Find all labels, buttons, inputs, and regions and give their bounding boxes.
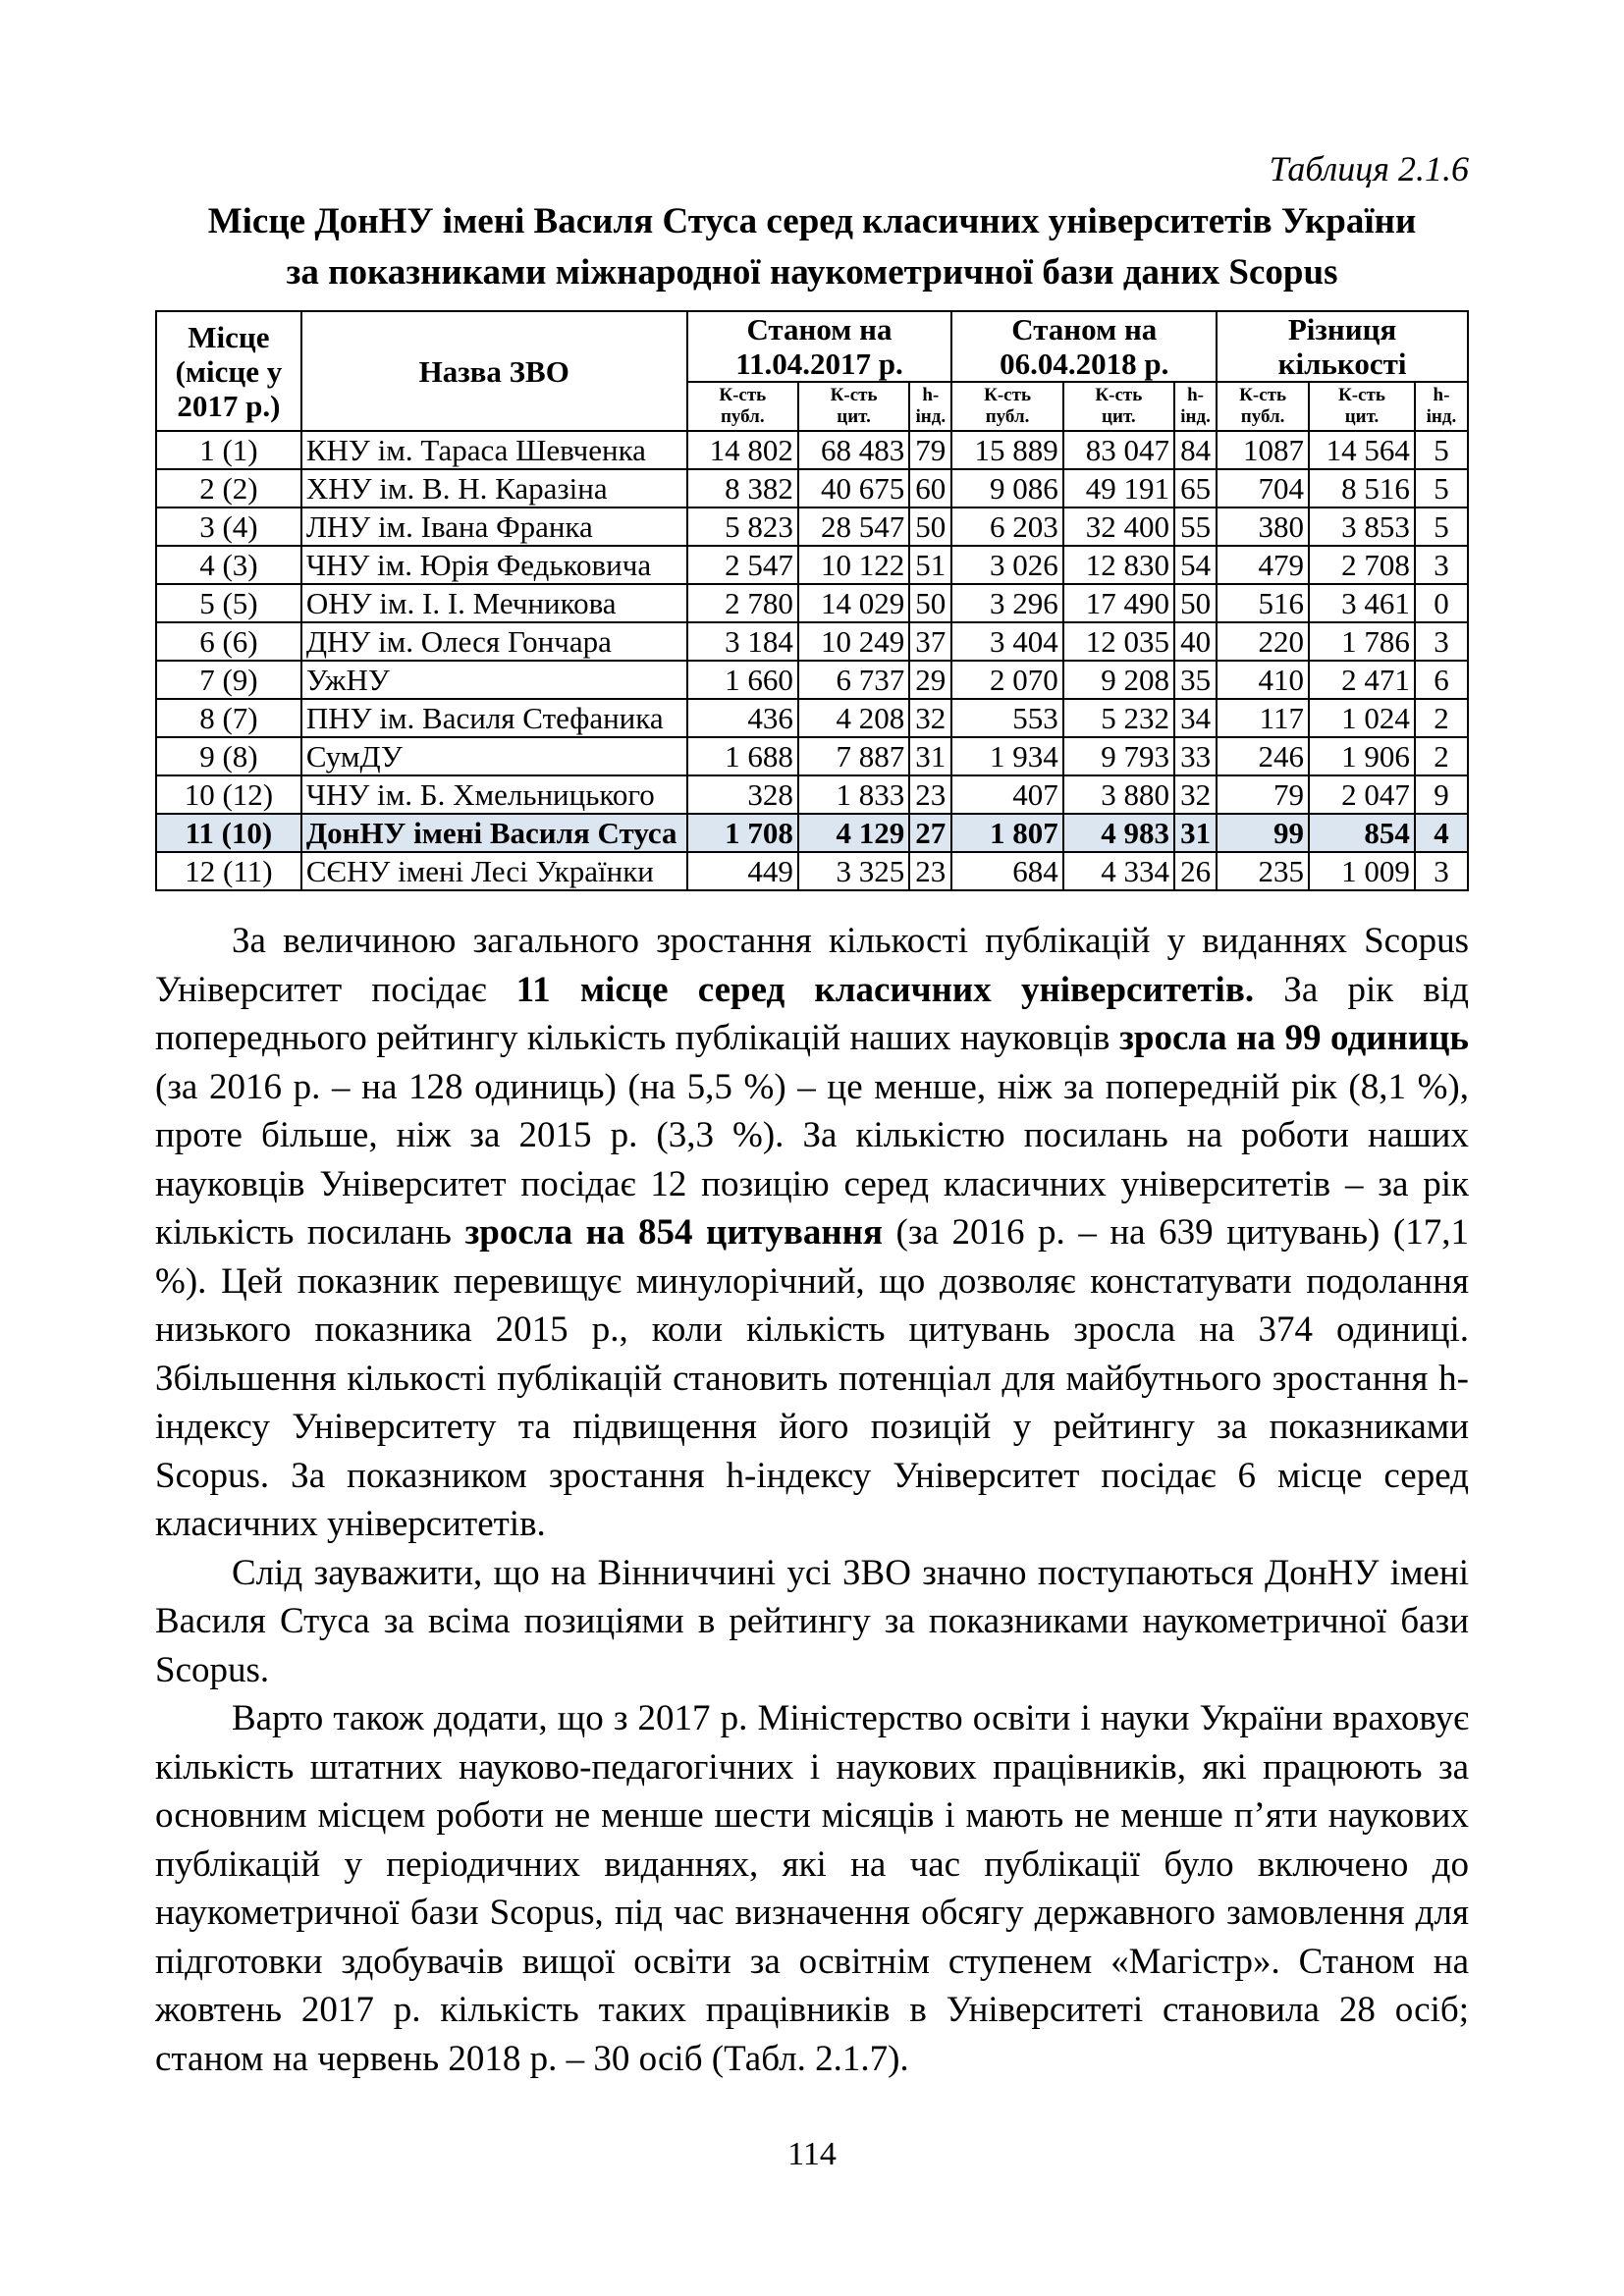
cell-dc: 2 708 [1309, 546, 1415, 584]
cell-p17: 1 660 [687, 661, 798, 699]
cell-h17: 23 [909, 852, 951, 890]
cell-dp: 380 [1217, 507, 1309, 546]
cell-place: 3 (4) [156, 507, 301, 546]
table-title [155, 196, 1469, 298]
cell-c17: 4 129 [798, 814, 909, 852]
cell-dh: 9 [1415, 775, 1468, 814]
cell-p18: 3 026 [951, 546, 1062, 584]
table-row [156, 584, 1468, 622]
cell-p18: 553 [951, 699, 1062, 737]
cell-p17: 1 688 [687, 737, 798, 775]
cell-name: ЛНУ ім. Івана Франка [301, 507, 687, 546]
cell-c18: 83 047 [1063, 431, 1174, 469]
cell-c17: 10 249 [798, 622, 909, 661]
cell-c17: 6 737 [798, 661, 909, 699]
cell-c17: 68 483 [798, 431, 909, 469]
table-row [156, 852, 1468, 890]
cell-place: 7 (9) [156, 661, 301, 699]
cell-dh: 0 [1415, 584, 1468, 622]
cell-name: СЄНУ імені Лесі Українки [301, 852, 687, 890]
cell-place: 6 (6) [156, 622, 301, 661]
cell-p18: 1 934 [951, 737, 1062, 775]
cell-name: ХНУ ім. В. Н. Каразіна [301, 469, 687, 507]
cell-dh: 5 [1415, 431, 1468, 469]
cell-dp: 117 [1217, 699, 1309, 737]
table-row [156, 546, 1468, 584]
cell-h17: 60 [909, 469, 951, 507]
cell-h18: 33 [1174, 737, 1217, 775]
cell-p17: 436 [687, 699, 798, 737]
cell-dh: 3 [1415, 546, 1468, 584]
paragraph-2: Слід зауважити, що на Вінниччині усі ЗВО значно поступаються ДонНУ імені Василя Стуса за всіма позиціями в рейтингу за показниками наукометричної бази Scopus. [155, 1552, 1469, 1690]
cell-h17: 79 [909, 431, 951, 469]
cell-dc: 3 461 [1309, 584, 1415, 622]
body-text [155, 917, 1469, 2083]
cell-h17: 51 [909, 546, 951, 584]
subheader-h-2017: h- інд. [909, 382, 951, 431]
subheader-h-diff: h- інд. [1415, 382, 1468, 431]
cell-p18: 9 086 [951, 469, 1062, 507]
cell-p18: 684 [951, 852, 1062, 890]
cell-h18: 54 [1174, 546, 1217, 584]
cell-place: 4 (3) [156, 546, 301, 584]
header-difference: Різниця кількості [1217, 311, 1468, 382]
cell-dh: 3 [1415, 622, 1468, 661]
cell-p17: 449 [687, 852, 798, 890]
cell-h17: 32 [909, 699, 951, 737]
cell-dh: 3 [1415, 852, 1468, 890]
cell-dc: 1 009 [1309, 852, 1415, 890]
cell-name: ЧНУ ім. Б. Хмельницького [301, 775, 687, 814]
cell-c18: 12 035 [1063, 622, 1174, 661]
header-place: Місце (місце у 2017 р.) [156, 311, 301, 431]
cell-dp: 1087 [1217, 431, 1309, 469]
cell-c18: 4 983 [1063, 814, 1174, 852]
cell-dp: 704 [1217, 469, 1309, 507]
cell-dc: 14 564 [1309, 431, 1415, 469]
table-title-line-1: Місце ДонНУ імені Василя Стуса серед класичних університетів України [207, 201, 1417, 241]
subheader-h-2018: h- інд. [1174, 382, 1217, 431]
cell-p17: 14 802 [687, 431, 798, 469]
cell-place: 12 (11) [156, 852, 301, 890]
cell-h18: 26 [1174, 852, 1217, 890]
cell-dh: 6 [1415, 661, 1468, 699]
table-row [156, 469, 1468, 507]
table-body [156, 431, 1468, 890]
cell-p17: 2 547 [687, 546, 798, 584]
paragraph-1: За величиною загального зростання кількості публікацій у виданнях Scopus Університет посідає 11 місце серед класичних університетів. За рік від попереднього рейтингу кількість публікацій наших науковців зросла на 99 одиниць (за 2016 р. – на 128 одиниць) (на 5,5 %) – це менше, ніж за попередній рік (8,1 %), проте більше, ніж за 2015 р. (3,3 %). За кількістю посилань на роботи наших науковців Університет посідає 12 позицію серед класичних університетів – за рік кількість посилань зросла на 854 цитування (за 2016 р. – на 639 цитувань) (17,1 %). Цей показник перевищує минулорічний, що дозволяє констатувати подолання низького показника 2015 р., коли кількість цитувань зросла на 374 одиниці. Збільшення кількості публікацій становить потенціал для майбутнього зростання h-індексу Університету та підвищення його позицій у рейтингу за показниками Scopus. За показником зростання h-індексу Університет посідає 6 місце серед класичних університетів. [155, 921, 1470, 1544]
table-row [156, 661, 1468, 699]
table-row [156, 775, 1468, 814]
cell-name: СумДУ [301, 737, 687, 775]
cell-dc: 8 516 [1309, 469, 1415, 507]
header-2018: Станом на 06.04.2018 р. [951, 311, 1217, 382]
cell-name: ДНУ ім. Олеся Гончара [301, 622, 687, 661]
header-2017: Станом на 11.04.2017 р. [687, 311, 952, 382]
cell-dp: 99 [1217, 814, 1309, 852]
cell-dc: 854 [1309, 814, 1415, 852]
cell-h18: 34 [1174, 699, 1217, 737]
cell-name: ОНУ ім. І. І. Мечникова [301, 584, 687, 622]
cell-h17: 31 [909, 737, 951, 775]
cell-place: 2 (2) [156, 469, 301, 507]
cell-place: 8 (7) [156, 699, 301, 737]
table-row [156, 622, 1468, 661]
cell-h17: 27 [909, 814, 951, 852]
subheader-cit-2018: К-сть цит. [1063, 382, 1174, 431]
page-content [155, 147, 1469, 2083]
cell-place: 11 (10) [156, 814, 301, 852]
cell-c18: 9 793 [1063, 737, 1174, 775]
cell-dp: 220 [1217, 622, 1309, 661]
cell-c17: 28 547 [798, 507, 909, 546]
cell-place: 10 (12) [156, 775, 301, 814]
subheader-pub-2018: К-сть публ. [951, 382, 1062, 431]
cell-p17: 1 708 [687, 814, 798, 852]
cell-c18: 5 232 [1063, 699, 1174, 737]
cell-dh: 2 [1415, 699, 1468, 737]
cell-h17: 23 [909, 775, 951, 814]
cell-c17: 14 029 [798, 584, 909, 622]
cell-p18: 6 203 [951, 507, 1062, 546]
cell-dc: 1 906 [1309, 737, 1415, 775]
header-name: Назва ЗВО [301, 311, 687, 431]
subheader-pub-2017: К-сть публ. [687, 382, 798, 431]
cell-place: 5 (5) [156, 584, 301, 622]
cell-p17: 8 382 [687, 469, 798, 507]
cell-dh: 4 [1415, 814, 1468, 852]
cell-dc: 2 047 [1309, 775, 1415, 814]
cell-c18: 12 830 [1063, 546, 1174, 584]
cell-h18: 35 [1174, 661, 1217, 699]
cell-c18: 32 400 [1063, 507, 1174, 546]
table-row [156, 507, 1468, 546]
cell-c17: 10 122 [798, 546, 909, 584]
cell-dc: 2 471 [1309, 661, 1415, 699]
table-number: Таблиця 2.1.6 [1269, 149, 1469, 188]
cell-h18: 31 [1174, 814, 1217, 852]
cell-p18: 2 070 [951, 661, 1062, 699]
cell-p17: 2 780 [687, 584, 798, 622]
cell-p17: 328 [687, 775, 798, 814]
cell-h18: 40 [1174, 622, 1217, 661]
cell-p18: 1 807 [951, 814, 1062, 852]
scopus-ranking-table [155, 310, 1469, 891]
cell-dc: 3 853 [1309, 507, 1415, 546]
cell-dc: 1 786 [1309, 622, 1415, 661]
cell-dh: 5 [1415, 507, 1468, 546]
cell-c17: 4 208 [798, 699, 909, 737]
cell-h18: 55 [1174, 507, 1217, 546]
page-number: 114 [787, 2136, 837, 2172]
cell-dh: 2 [1415, 737, 1468, 775]
cell-p18: 3 296 [951, 584, 1062, 622]
cell-dp: 235 [1217, 852, 1309, 890]
cell-name: КНУ ім. Тараса Шевченка [301, 431, 687, 469]
cell-dc: 1 024 [1309, 699, 1415, 737]
cell-dp: 79 [1217, 775, 1309, 814]
cell-h17: 50 [909, 584, 951, 622]
cell-h18: 50 [1174, 584, 1217, 622]
cell-dp: 479 [1217, 546, 1309, 584]
cell-h18: 32 [1174, 775, 1217, 814]
table-row [156, 431, 1468, 469]
cell-name: ДонНУ імені Василя Стуса [301, 814, 687, 852]
cell-p18: 407 [951, 775, 1062, 814]
subheader-pub-diff: К-сть публ. [1217, 382, 1309, 431]
cell-c18: 4 334 [1063, 852, 1174, 890]
cell-c18: 3 880 [1063, 775, 1174, 814]
cell-c18: 9 208 [1063, 661, 1174, 699]
cell-dp: 246 [1217, 737, 1309, 775]
cell-dp: 410 [1217, 661, 1309, 699]
cell-place: 9 (8) [156, 737, 301, 775]
cell-c17: 7 887 [798, 737, 909, 775]
subheader-cit-2017: К-сть цит. [798, 382, 909, 431]
cell-h17: 37 [909, 622, 951, 661]
cell-c17: 1 833 [798, 775, 909, 814]
cell-c18: 49 191 [1063, 469, 1174, 507]
cell-p18: 3 404 [951, 622, 1062, 661]
cell-name: ЧНУ ім. Юрія Федьковича [301, 546, 687, 584]
table-row [156, 699, 1468, 737]
cell-p17: 3 184 [687, 622, 798, 661]
cell-dh: 5 [1415, 469, 1468, 507]
cell-name: УжНУ [301, 661, 687, 699]
cell-name: ПНУ ім. Василя Стефаника [301, 699, 687, 737]
cell-p17: 5 823 [687, 507, 798, 546]
paragraph-3: Варто також додати, що з 2017 р. Міністерство освіти і науки України враховує кількість штатних науково-педагогічних і наукових працівників, які працюють за основним місцем роботи не менше шести місяців і мають не менше п’яти наукових публікацій у періодичних виданнях, які на час публікації було включено до наукометричної бази Scopus, під час визначення обсягу державного замовлення для підготовки здобувачів вищої освіти за освітнім ступенем «Магістр». Станом на жовтень 2017 р. кількість таких працівників в Університеті становила 28 осіб; станом на червень 2018 р. – 30 осіб (Табл. 2.1.7). [155, 1698, 1469, 2079]
cell-h18: 65 [1174, 469, 1217, 507]
table-row [156, 814, 1468, 852]
table-row [156, 737, 1468, 775]
table-title-line-2: за показниками міжнародної наукометричної бази даних Scopus [286, 252, 1338, 293]
cell-h18: 84 [1174, 431, 1217, 469]
cell-dp: 516 [1217, 584, 1309, 622]
cell-p18: 15 889 [951, 431, 1062, 469]
cell-h17: 50 [909, 507, 951, 546]
cell-c18: 17 490 [1063, 584, 1174, 622]
cell-h17: 29 [909, 661, 951, 699]
cell-place: 1 (1) [156, 431, 301, 469]
subheader-cit-diff: К-сть цит. [1309, 382, 1415, 431]
cell-c17: 3 325 [798, 852, 909, 890]
cell-c17: 40 675 [798, 469, 909, 507]
